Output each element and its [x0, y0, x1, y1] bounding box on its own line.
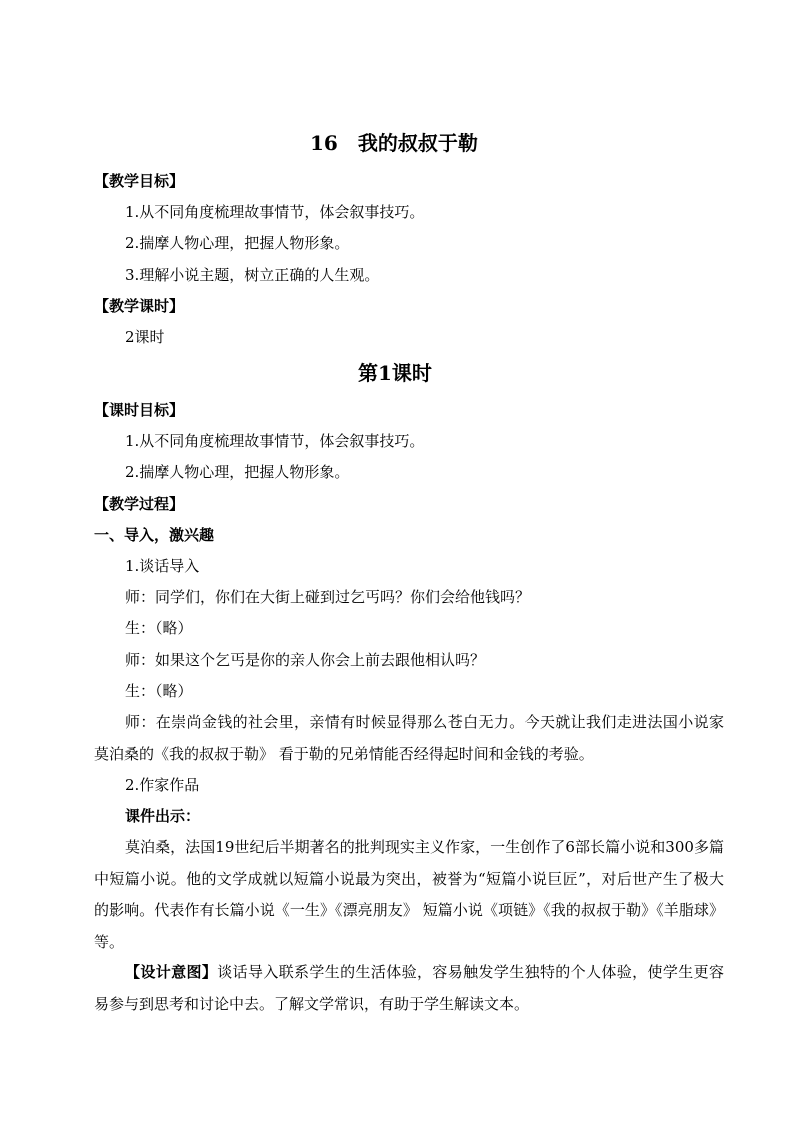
step-heading: 2.作家作品 — [125, 776, 200, 794]
section-heading-teaching-goals: 【教学目标】 — [94, 172, 185, 190]
dialog-line: 师：同学们，你们在大街上碰到过乞丐吗？你们会给他钱吗？ — [125, 588, 531, 606]
dialog-line: 生：（略） — [125, 619, 193, 637]
part-heading-intro: 一、导入，激兴趣 — [94, 526, 215, 544]
dialog-line: 生：（略） — [125, 682, 193, 700]
teaching-hours-value: 2课时 — [125, 328, 165, 346]
lesson-goal-item: 2.揣摩人物心理，把握人物形象。 — [125, 463, 350, 481]
goal-item: 1.从不同角度梳理故事情节，体会叙事技巧。 — [125, 203, 425, 221]
goal-item: 3.理解小说主题，树立正确的人生观。 — [125, 266, 380, 284]
dialog-line: 师：如果这个乞丐是你的亲人你会上前去跟他相认吗？ — [125, 651, 486, 669]
design-intent-label: 【设计意图】 — [125, 963, 218, 981]
goal-item: 2.揣摩人物心理，把握人物形象。 — [125, 234, 350, 252]
courseware-label: 课件出示： — [125, 807, 201, 825]
section-heading-teaching-hours: 【教学课时】 — [94, 297, 185, 315]
section-heading-lesson-goals: 【课时目标】 — [94, 401, 185, 419]
step-heading: 1.谈话导入 — [125, 557, 200, 575]
page-title: 16 我的叔叔于勒 — [310, 131, 478, 155]
design-intent-text: 谈话导入联系学生的生活体验，容易触发学生独特的个人体验，使学生更容易参与到思考和讨论中去。了解文学常识，有助于学生解读文本。 — [94, 963, 724, 1013]
lesson-goal-item: 1.从不同角度梳理故事情节，体会叙事技巧。 — [125, 432, 425, 450]
teacher-paragraph: 师：在崇尚金钱的社会里，亲情有时候显得那么苍白无力。今天就让我们走进法国小说家莫泊桑的《我的叔叔于勒》 看于勒的兄弟情能否经得起时间和金钱的考验。 — [94, 713, 724, 763]
lesson-title: 第1课时 — [358, 361, 432, 385]
section-heading-teaching-process: 【教学过程】 — [94, 495, 185, 513]
design-intent-paragraph — [94, 957, 724, 1020]
author-paragraph: 莫泊桑，法国19世纪后半期著名的批判现实主义作家，一生创作了6部长篇小说和300多篇中短篇小说。他的文学成就以短篇小说最为突出，被誉为“短篇小说巨匠”，对后世产生了极大的影响。代表作有长篇小说《一生》《漂亮朋友》 短篇小说《项链》《我的叔叔于勒》《羊脂球》等。 — [94, 838, 724, 951]
